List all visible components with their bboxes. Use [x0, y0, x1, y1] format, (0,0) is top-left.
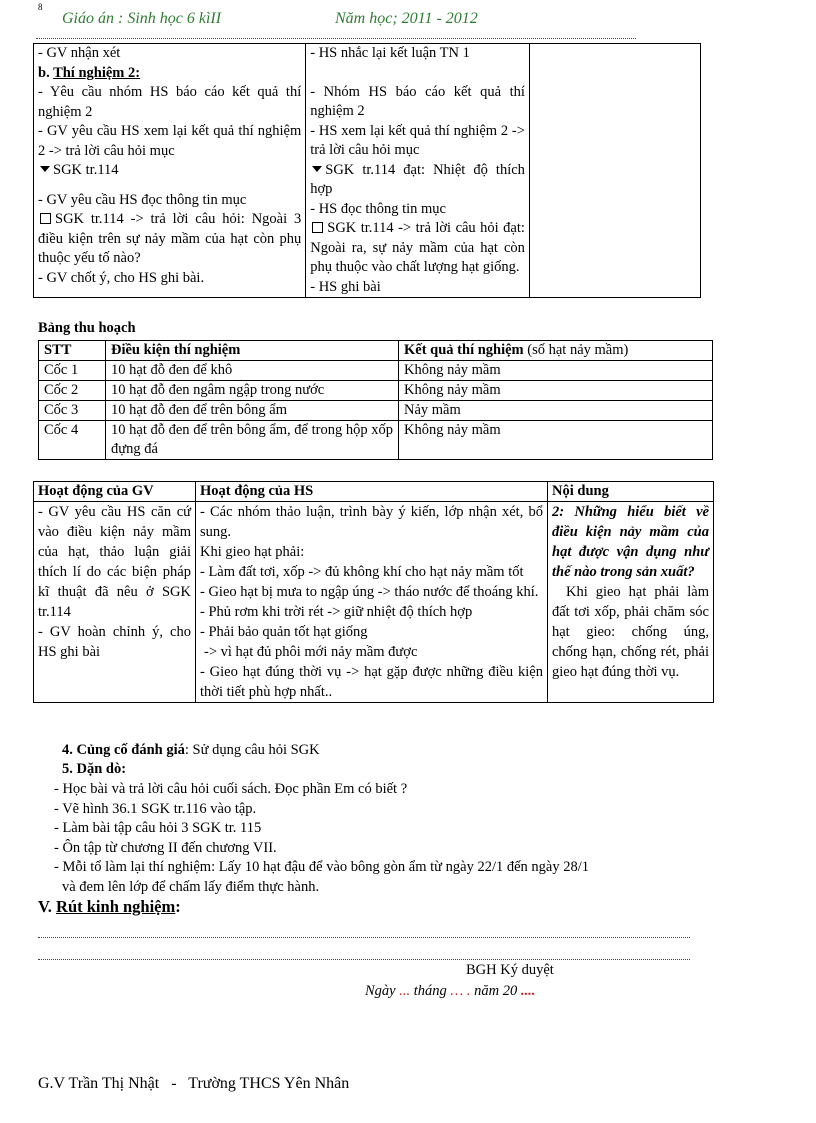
- table-row: Cốc 1 10 hạt đỗ đen để khô Không nảy mầm: [39, 361, 713, 381]
- main-activity-table: [33, 481, 714, 703]
- triangle-down-icon: [312, 166, 322, 172]
- list-item: - Làm bài tập câu hỏi 3 SGK tr. 115: [54, 820, 262, 837]
- text-line: - HS nhắc lại kết luận TN 1: [310, 45, 470, 61]
- homework-list: [54, 780, 589, 898]
- table-row: [34, 502, 714, 703]
- triangle-down-icon: [40, 166, 50, 172]
- col-stt: STT: [39, 341, 106, 361]
- table-header-row: [34, 482, 714, 502]
- experiment-2-heading: b. Thí nghiệm 2:: [38, 64, 141, 81]
- hs-cell: - Các nhóm thảo luận, trình bày ý kiến, lớp nhận xét, bổ sung. Khi gieo hạt phải: - Làm đất tơi, xốp -> đủ không khí cho hạt nảy mầm tốt - Gieo hạt bị mưa to ngập úng -> tháo nước để thoáng khí. - Phủ rơm khi trời rét -> giữ nhiệt độ thích hợp - Phải bảo quản tốt hạt giống -> vì hạt đủ phôi mới nảy mầm được - Gieo hạt đúng thời vụ -> hạt gặp được những điều kiện thời tiết phù hợp nhất..: [196, 502, 548, 703]
- table-row: Cốc 2 10 hạt đỗ đen ngâm ngập trong nước Không nảy mầm: [39, 381, 713, 401]
- text-line: - GV nhận xét: [38, 45, 121, 61]
- approval-date: Ngày ... tháng … . năm 20 ....: [365, 983, 536, 999]
- text-line: SGK tr.114 -> trả lời câu hỏi: Ngoài 3 điều kiện trên sự nảy mầm của hạt còn phụ thuộc yếu tố nào?: [38, 211, 302, 266]
- header-year: Năm học; 2011 - 2012: [335, 10, 478, 27]
- text-line: - GV yêu cầu HS đọc thông tin mục: [38, 191, 247, 208]
- col-condition: Điều kiện thí nghiệm: [106, 341, 399, 361]
- section-4: 4. Củng cố đánh giá: Sử dụng câu hỏi SGK: [62, 742, 320, 758]
- header-subject: Giáo án : Sinh học 6 kìII: [62, 10, 222, 27]
- table-row: Cốc 3 10 hạt đỗ đen để trên bông ẩm Nảy mầm: [39, 401, 713, 421]
- col-result: Kết quả thí nghiệm (số hạt nảy mầm): [399, 341, 713, 361]
- text-line: - HS xem lại kết quả thí nghiệm 2 -> trả lời câu hỏi mục: [310, 122, 525, 158]
- col-content: Nội dung: [548, 482, 714, 502]
- text-line: SGK tr.114 -> trả lời câu hỏi đạt: Ngoài ra, sự nảy mầm của hạt còn phụ thuộc vào chất lượng hạt giống.: [310, 220, 525, 275]
- harvest-title: Bảng thu hoạch: [38, 320, 136, 336]
- text-line: - GV yêu cầu HS xem lại kết quả thí nghiệm 2 -> trả lời câu hỏi mục: [38, 123, 302, 159]
- page-number: 8: [38, 2, 43, 12]
- footer: G.V Trần Thị Nhật - Trường THCS Yên Nhân: [38, 1075, 350, 1092]
- header-rule: [36, 38, 636, 39]
- teacher-activity-cell: [34, 44, 306, 298]
- section-5-title: 5. Dặn dò:: [62, 761, 127, 777]
- text-line: - GV chốt ý, cho HS ghi bài.: [38, 269, 205, 286]
- list-item: - Mỗi tổ làm lại thí nghiệm: Lấy 10 hạt đậu để vào bông gòn ẩm từ ngày 22/1 đến ngày 28/1: [54, 859, 589, 876]
- activity-table: [33, 43, 701, 298]
- square-box-icon: [312, 222, 323, 233]
- list-item: - Vẽ hình 36.1 SGK tr.116 vào tập.: [54, 800, 257, 817]
- text-line: SGK tr.114 đạt: Nhiệt độ thích hợp: [310, 161, 525, 197]
- list-item: - Ôn tập từ chương II đến chương VII.: [54, 839, 277, 856]
- col-gv: Hoạt động của GV: [34, 482, 196, 502]
- dotted-line: [38, 937, 690, 938]
- content-cell-empty: [529, 44, 700, 298]
- list-item: - Học bài và trả lời câu hỏi cuối sách. Đọc phần Em có biết ?: [54, 781, 408, 797]
- dotted-line: [38, 959, 690, 960]
- text-line: - HS đọc thông tin mục: [310, 200, 446, 217]
- table-row: Cốc 4 10 hạt đỗ đen để trên bông ẩm, để trong hộp xốp đựng đá Không nảy mầm: [39, 421, 713, 460]
- experience-heading: V. Rút kinh nghiệm:: [38, 897, 181, 916]
- text-line: - Nhóm HS báo cáo kết quả thí nghiệm 2: [310, 83, 525, 119]
- content-cell: [548, 502, 714, 703]
- content-body: Khi gieo hạt phải làm đất tơi xốp, phải chăm sóc hạt gieo: chống úng, chống hạn, chống rét, phải gieo hạt đúng thời vụ.: [552, 584, 709, 680]
- square-box-icon: [40, 213, 51, 224]
- text-line: - Yêu cầu nhóm HS báo cáo kết quả thí nghiệm 2: [38, 84, 302, 120]
- table-header-row: [39, 341, 713, 361]
- gv-cell: - GV yêu cầu HS căn cứ vào điều kiện nảy mầm của hạt, thảo luận giải thích lí do các biện pháp kĩ thuật đã nêu ở SGK tr.114 - GV hoàn chỉnh ý, cho HS ghi bài: [34, 502, 196, 703]
- text-line: - HS ghi bài: [310, 278, 381, 295]
- list-item: và đem lên lớp để chấm lấy điểm thực hành.: [62, 878, 320, 895]
- harvest-table: [38, 340, 713, 460]
- approval-label: BGH Ký duyệt: [466, 962, 554, 978]
- text-line: SGK tr.114: [38, 161, 301, 181]
- student-activity-cell: [306, 44, 530, 298]
- col-hs: Hoạt động của HS: [196, 482, 548, 502]
- content-title: 2: Những hiểu biết về điều kiện nảy mầm của hạt được vận dụng như thế nào trong sản xuất?: [552, 504, 709, 580]
